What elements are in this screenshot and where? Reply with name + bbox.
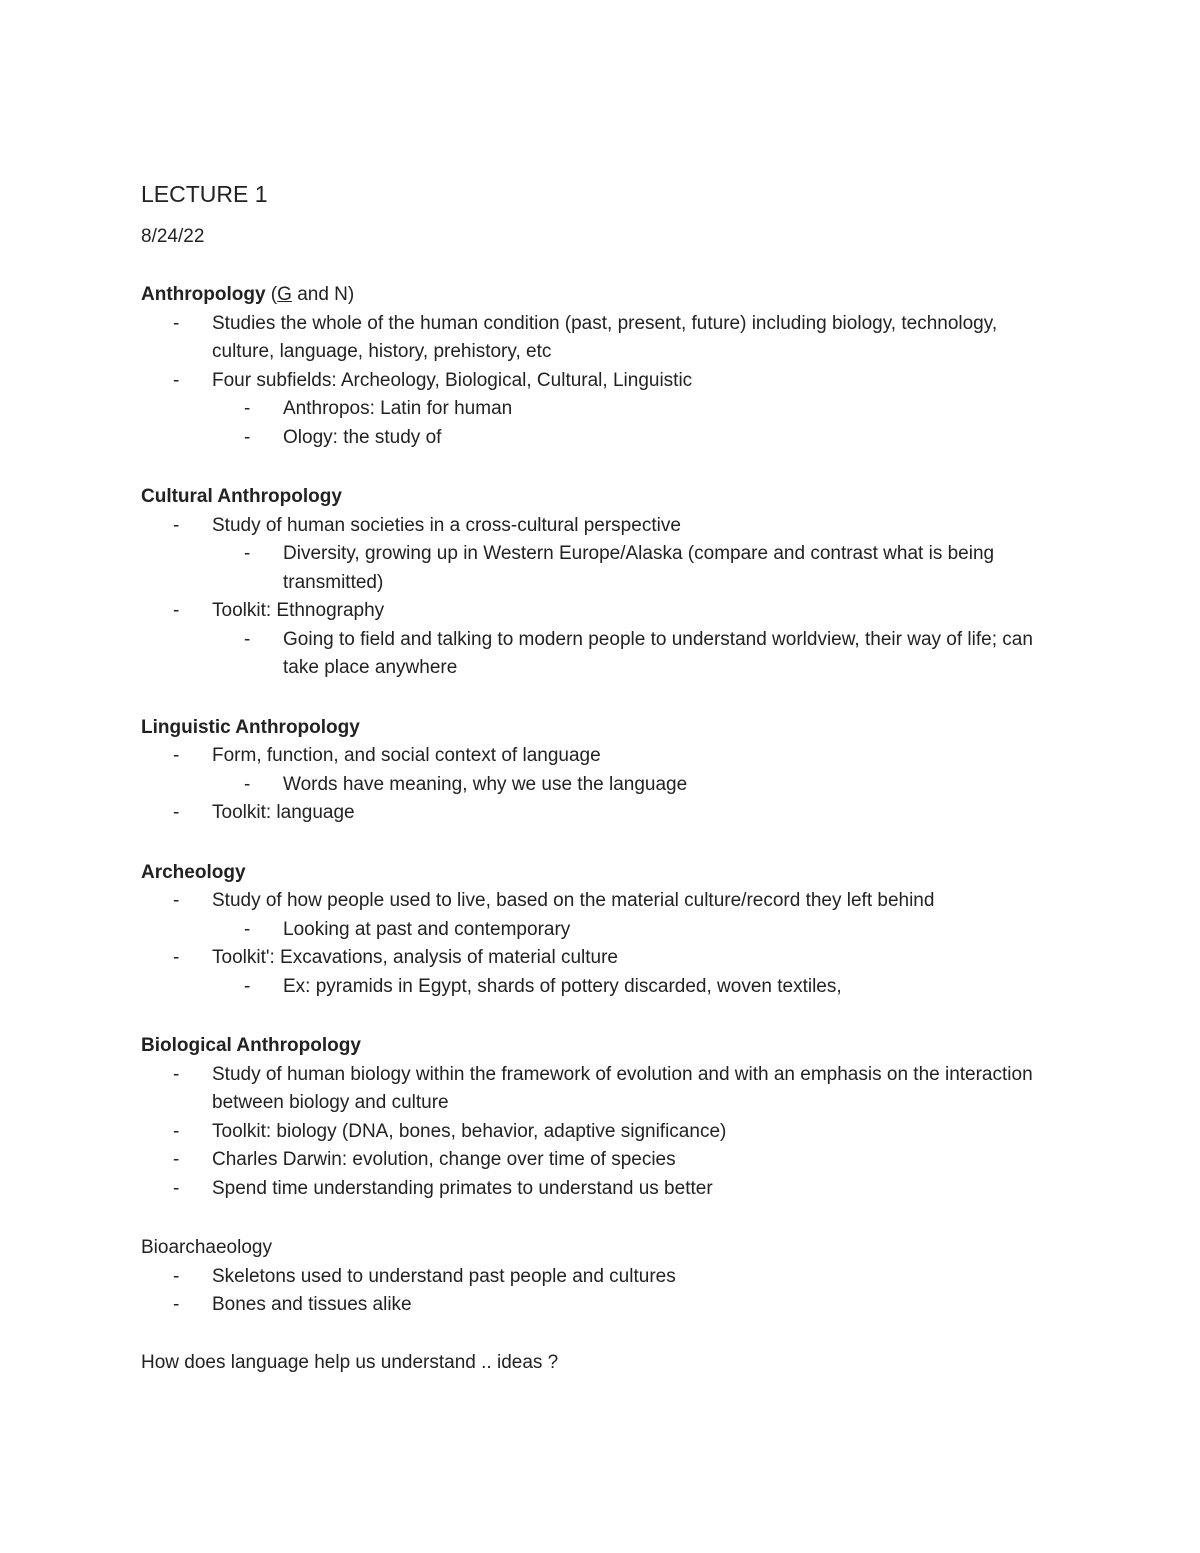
bullet-list [141, 310, 1061, 453]
sub-list-item: - Diversity, growing up in Western Europe/Alaska (compare and contrast what is being transmitted) [244, 543, 995, 593]
list-item: - Spend time understanding primates to understand us better [173, 1177, 713, 1199]
list-item: - Toolkit: language [173, 802, 355, 823]
list-item: - Toolkit': Excavations, analysis of material culture - Ex: pyramids in Egypt, shards of pottery discarded, woven textiles, [141, 944, 1061, 1001]
sub-list-item: - Looking at past and contemporary [244, 918, 571, 940]
list-item: - Toolkit: biology (DNA, bones, behavior, adaptive significance) [173, 1120, 727, 1142]
section-heading: Archeology [141, 861, 246, 883]
sub-list-item: - Ex: pyramids in Egypt, shards of pottery discarded, woven textiles, [244, 975, 842, 997]
list-item: - Form, function, and social context of language - Words have meaning, why we use the language [141, 742, 1061, 799]
bullet-list [141, 742, 1061, 828]
list-item: - Study of human societies in a cross-cultural perspective - Diversity, growing up in Western Europe/Alaska (compare and contrast what is being transmitted) [141, 512, 1061, 598]
sub-list-item: - Words have meaning, why we use the language [244, 773, 688, 795]
list-item: - Charles Darwin: evolution, change over time of species [173, 1149, 676, 1170]
list-item: - Study of human biology within the framework of evolution and with an emphasis on the interaction between biology and culture [173, 1063, 1033, 1113]
sub-bullet-list [212, 916, 1061, 945]
list-item: - Four subfields: Archeology, Biological, Cultural, Linguistic - Anthropos: Latin for human - Ology: the study of [141, 367, 1061, 453]
document-page [141, 178, 1061, 1377]
list-item: - Study of how people used to live, based on the material culture/record they left behind - Looking at past and contemporary [141, 887, 1061, 944]
sub-list-item: - Anthropos: Latin for human [244, 398, 513, 419]
section-heading: Bioarchaeology [141, 1237, 272, 1258]
list-item: - Studies the whole of the human condition (past, present, future) including biology, technology, culture, language, history, prehistory, etc [173, 312, 998, 362]
page-title: LECTURE 1 [141, 181, 268, 207]
sub-bullet-list [212, 626, 1061, 683]
section-cultural-anthropology [141, 483, 1061, 683]
section-anthropology [141, 281, 1061, 452]
list-item: - Toolkit: Ethnography - Going to field and talking to modern people to understand worldview, their way of life; can take place anywhere [141, 597, 1061, 683]
sub-bullet-list [212, 771, 1061, 800]
bullet-list [141, 887, 1061, 1001]
section-biological-anthropology [141, 1032, 1061, 1203]
section-heading: Linguistic Anthropology [141, 716, 360, 738]
bullet-list [141, 1263, 1061, 1320]
closing-question: How does language help us understand .. ideas ? [141, 1351, 559, 1373]
sub-bullet-list [212, 540, 1061, 597]
sub-list-item: - Going to field and talking to modern people to understand worldview, their way of life; can take place anywhere [244, 628, 1033, 678]
section-heading: Cultural Anthropology [141, 486, 342, 507]
section-bioarchaeology [141, 1234, 1061, 1320]
bullet-list [141, 512, 1061, 683]
sub-bullet-list [212, 973, 1061, 1002]
list-item: - Skeletons used to understand past people and cultures [173, 1265, 676, 1287]
section-heading: Anthropology (G and N) [141, 284, 355, 305]
sub-list-item: - Ology: the study of [244, 426, 442, 448]
section-heading: Biological Anthropology [141, 1035, 361, 1056]
sub-bullet-list [212, 395, 1061, 452]
bullet-list [141, 1061, 1061, 1204]
section-linguistic-anthropology [141, 714, 1061, 828]
lecture-date: 8/24/22 [141, 226, 205, 247]
section-archeology [141, 859, 1061, 1002]
list-item: - Bones and tissues alike [173, 1294, 412, 1315]
